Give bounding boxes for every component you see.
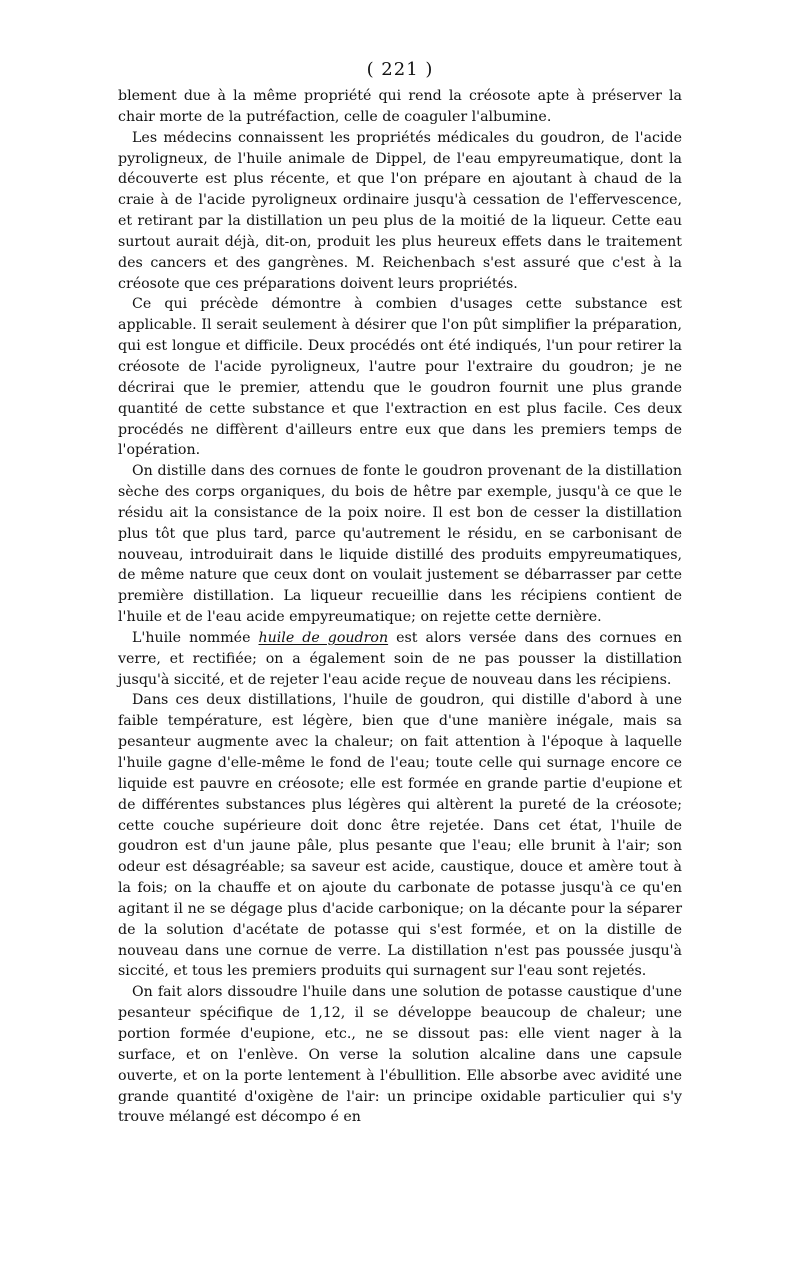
page-body: [118, 86, 682, 1128]
paragraph-6: Dans ces deux distillations, l'huile de goudron, qui distille d'abord à une faible température, est légère, bien que d'une manière inégale, mais sa pesanteur augmente avec la chaleur; on fait attention à l'époque à laquelle l'huile gagne d'elle-même le fond de l'eau; toute celle qui surnage encore ce liquide est pauvre en créosote; elle est formée en grande partie d'eupione et de différentes substances plus légères qui altèrent la pureté de la créosote; cette couche supérieure doit donc être rejetée. Dans cet état, l'huile de goudron est d'un jaune pâle, plus pesante que l'eau; elle brunit à l'air; son odeur est désagréable; sa saveur est acide, caustique, douce et amère tout à la fois; on la chauffe et on ajoute du carbonate de potasse jusqu'à ce qu'en agitant il ne se dégage plus d'acide carbonique; on la décante pour la séparer de la solution d'acétate de potasse qui s'est formée, et on la distille de nouveau dans une cornue de verre. La distillation n'est pas poussée jusqu'à siccité, et tous les premiers produits qui surnagent sur l'eau sont rejetés.: [118, 692, 682, 980]
paragraph-7: On fait alors dissoudre l'huile dans une solution de potasse caustique d'une pesanteur spécifique de 1,12, il se développe beaucoup de chaleur; une portion formée d'eupione, etc., ne se dissout pas: elle vient nager à la surface, et on l'enlève. On verse la solution alcaline dans une capsule ouverte, et on la porte lentement à l'ébullition. Elle absorbe avec avidité une grande quantité d'oxigène de l'air: un principe oxidable particulier qui s'y trouve mélangé est décompo é en: [118, 984, 682, 1126]
paragraph-5: [118, 628, 682, 691]
page-number: ( 221 ): [366, 59, 434, 80]
paragraph-2: Les médecins connaissent les propriétés médicales du goudron, de l'acide pyroligneux, de l'huile animale de Dippel, de l'eau empyreumatique, dont la découverte est plus récente, et que l'on prépare en ajoutant à chaud de la craie à de l'acide pyroligneux ordinaire jusqu'à cessation de l'effervescence, et retirant par la distillation un peu plus de la moitié de la liqueur. Cette eau surtout aurait déjà, dit-on, produit les plus heureux effets dans le traitement des cancers et des gangrènes. M. Reichenbach s'est assuré que c'est à la créosote que ces préparations doivent leurs propriétés.: [118, 129, 682, 292]
paragraph-3: Ce qui précède démontre à combien d'usages cette substance est applicable. Il serait seulement à désirer que l'on pût simplifier la préparation, qui est longue et difficile. Deux procédés ont été indiqués, l'un pour retirer la créosote de l'acide pyroligneux, l'autre pour l'extraire du goudron; je ne décrirai que le premier, attendu que le goudron fournit une plus grande quantité de cette substance et que l'extraction en est plus facile. Ces deux procédés ne diffèrent d'ailleurs entre eux que dans les premiers temps de l'opération.: [118, 296, 682, 459]
paragraph-5-rest: est alors versée dans des cornues en verre, et rectifiée; on a également soin de ne pas pousser la distillation jusqu'à siccité, et de rejeter l'eau acide reçue de nouveau dans les récipiens.: [118, 629, 682, 688]
term-huile-de-goudron: huile de goudron: [258, 629, 389, 646]
paragraph-4: On distille dans des cornues de fonte le goudron provenant de la distillation sèche des corps organiques, du bois de hêtre par exemple, jusqu'à ce que le résidu ait la consistance de la poix noire. Il est bon de cesser la distillation plus tôt que plus tard, parce qu'autrement le résidu, en se carbonisant de nouveau, introduirait dans le liquide distillé des produits empyreumatiques, de même nature que ceux dont on voulait justement se débarrasser par cette première distillation. La liqueur recueillie dans les récipiens contient de l'huile et de l'eau acide empyreumatique; on rejette cette dernière.: [118, 463, 682, 626]
paragraph-1: blement due à la même propriété qui rend la créosote apte à préserver la chair morte de la putréfaction, celle de coaguler l'albumine.: [118, 88, 682, 125]
paragraph-5-lead: L'huile nommée: [132, 629, 259, 646]
